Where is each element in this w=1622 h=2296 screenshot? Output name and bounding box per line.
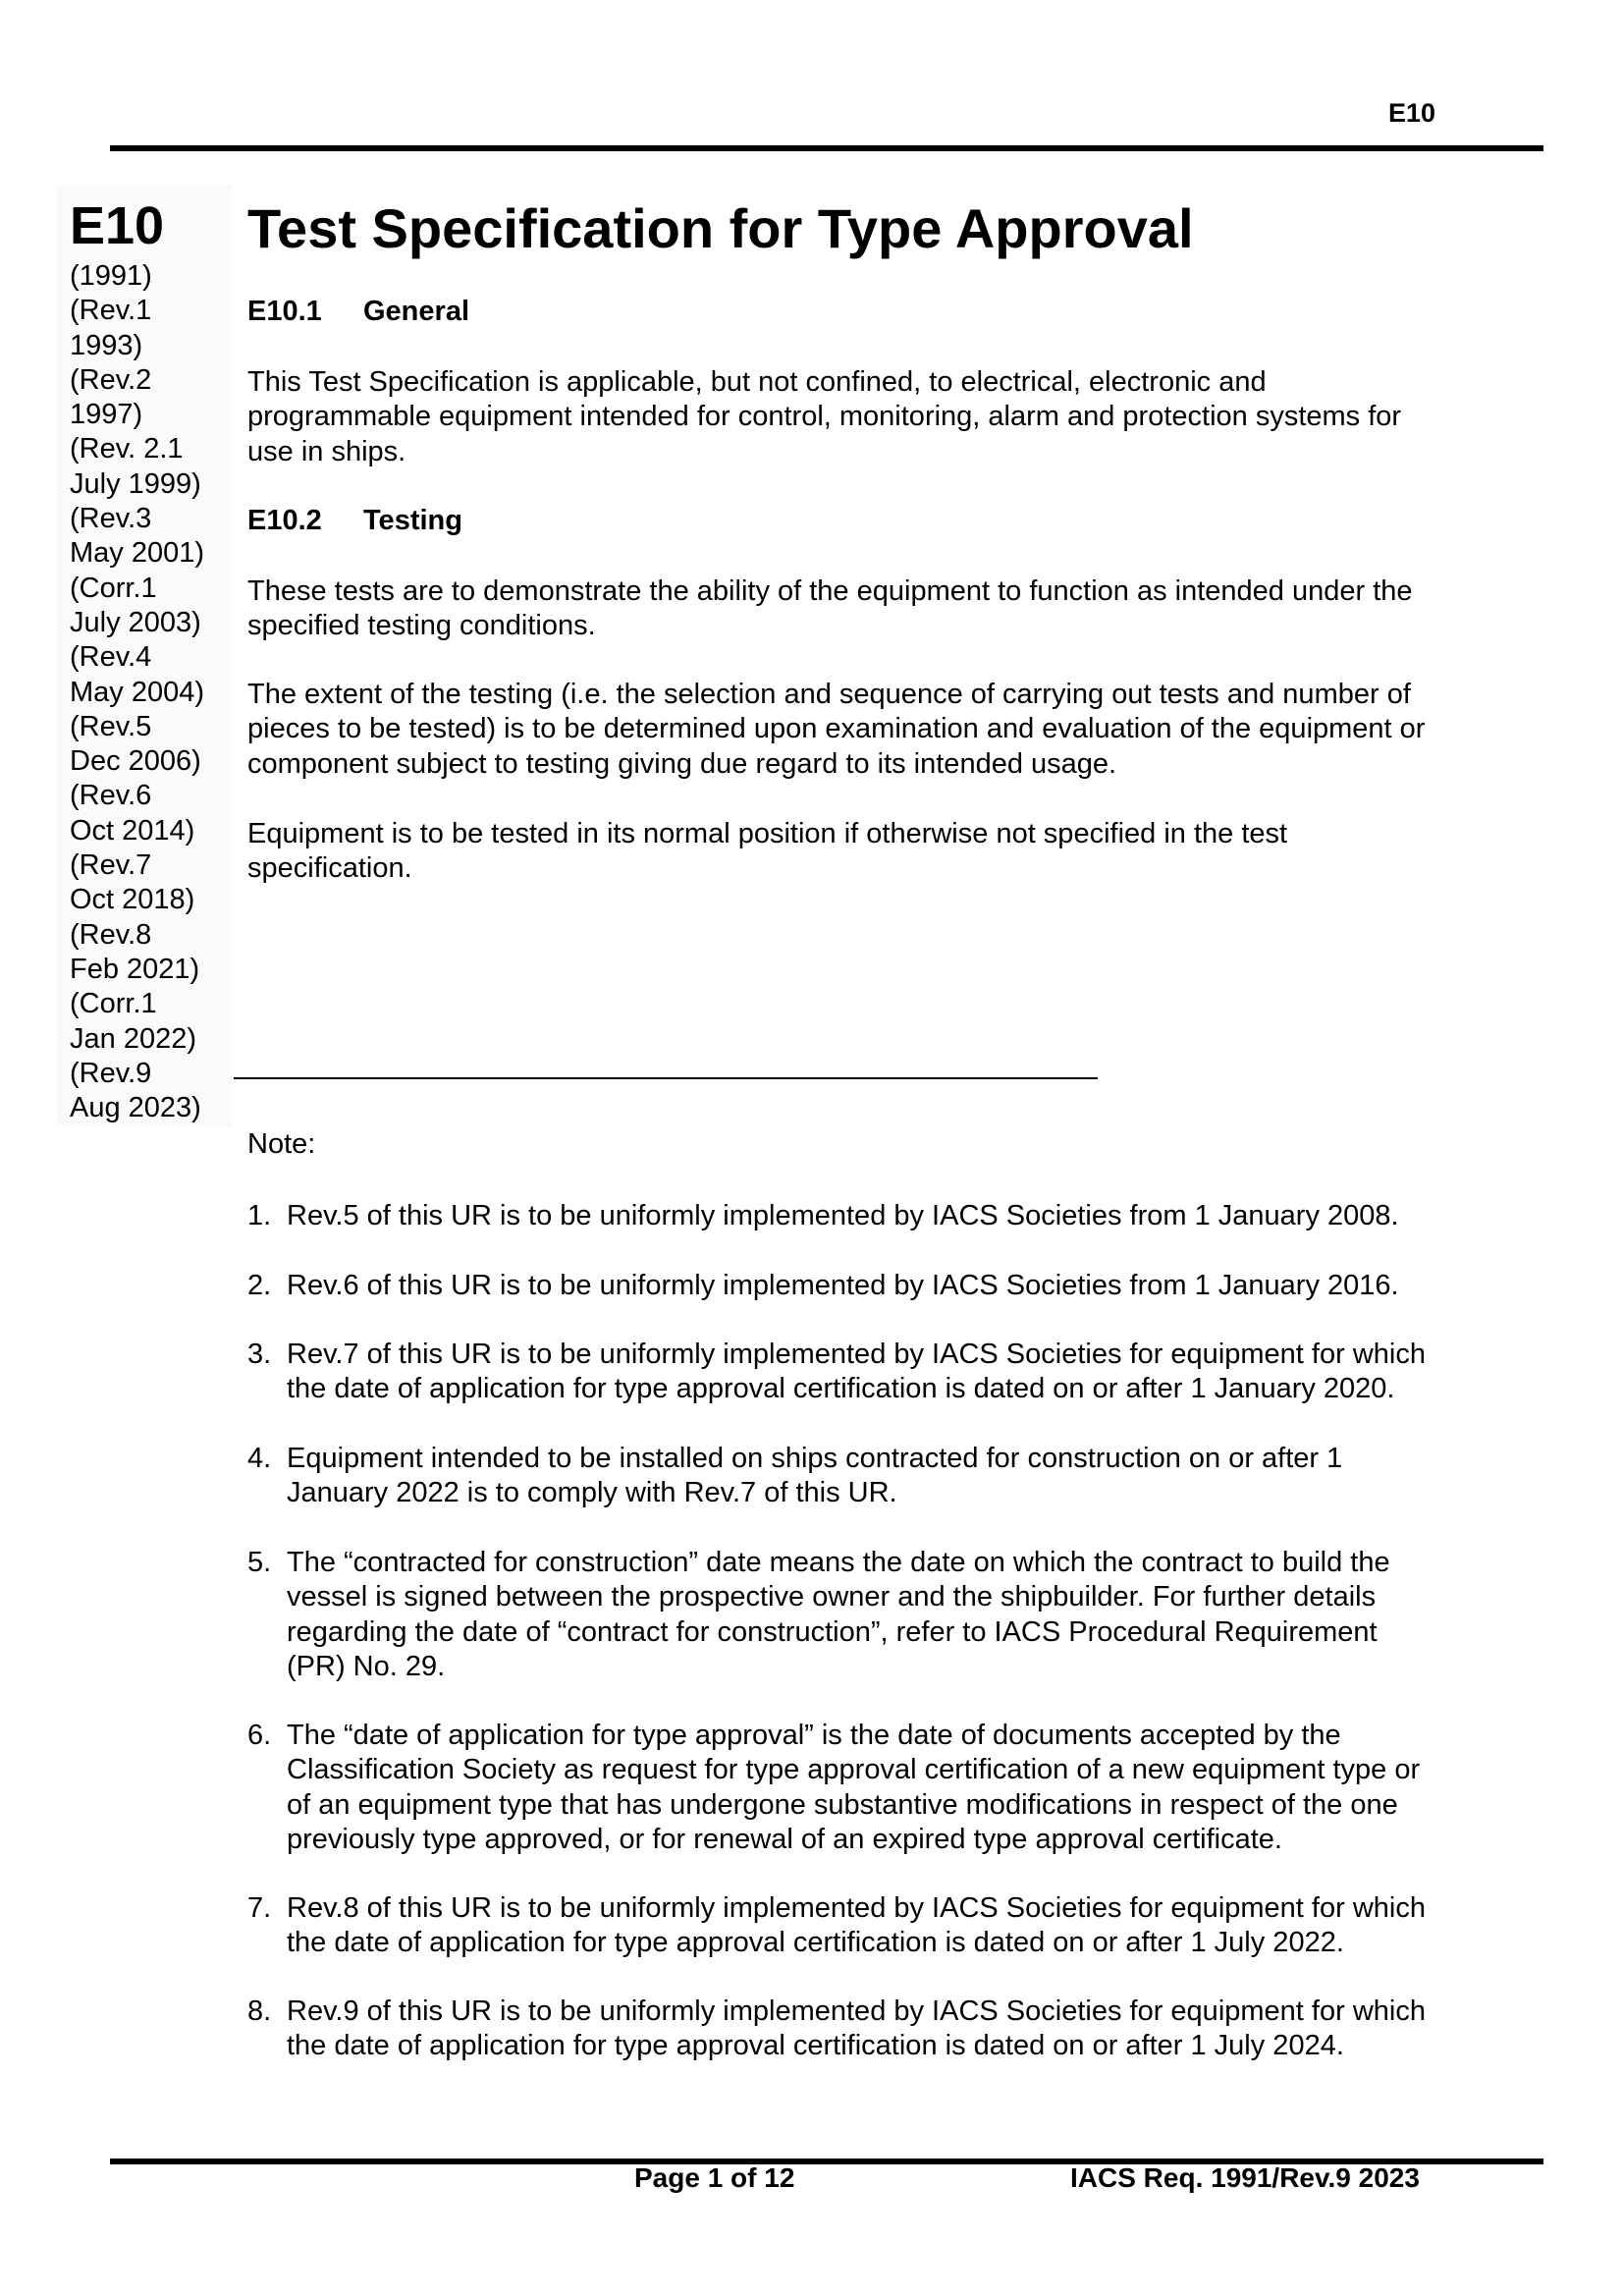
revision-entry: July 1999) bbox=[70, 467, 201, 500]
note-number: 4. bbox=[247, 1443, 272, 1474]
note-line: The “contracted for construction” date means the date on which the contract to build the bbox=[287, 1547, 1390, 1578]
note-line: Equipment intended to be installed on ships contracted for construction on or after 1 bbox=[287, 1443, 1343, 1474]
section-title: General bbox=[363, 296, 469, 327]
note-line: the date of application for type approval certification is dated on or after 1 January 2020. bbox=[287, 1373, 1395, 1405]
note-label: Note: bbox=[247, 1128, 316, 1160]
note-number: 6. bbox=[247, 1720, 272, 1751]
paragraph bbox=[247, 574, 1514, 644]
paragraph-line: specified testing conditions. bbox=[247, 610, 596, 642]
note-number: 1. bbox=[247, 1200, 272, 1231]
section-number: E10.1 bbox=[247, 296, 322, 327]
revision-entry: Jan 2022) bbox=[70, 1022, 196, 1055]
note-line: the date of application for type approval certification is dated on or after 1 July 2024. bbox=[287, 2030, 1344, 2062]
revision-entry: (1991) bbox=[70, 260, 152, 292]
revision-entry: Dec 2006) bbox=[70, 745, 201, 778]
revision-entry: (Rev.4 bbox=[70, 641, 152, 674]
note-line: the date of application for type approval certification is dated on or after 1 July 2022. bbox=[287, 1927, 1344, 1959]
document-reference: IACS Req. 1991/Rev.9 2023 bbox=[1070, 2162, 1420, 2193]
paragraph-line: Equipment is to be tested in its normal position if otherwise not specified in the test bbox=[247, 818, 1288, 849]
paragraph-line: These tests are to demonstrate the ability of the equipment to function as intended under the bbox=[247, 575, 1413, 607]
note-divider bbox=[234, 1077, 1098, 1079]
revision-entry: May 2001) bbox=[70, 537, 205, 570]
note-number: 7. bbox=[247, 1892, 272, 1924]
revision-entry: (Rev.9 bbox=[70, 1057, 152, 1089]
section-heading-general bbox=[247, 295, 469, 329]
note-line: Classification Society as request for type approval certification of a new equipment type or bbox=[287, 1754, 1421, 1786]
note-line: Rev.8 of this UR is to be uniformly implemented by IACS Societies for equipment for which bbox=[287, 1892, 1426, 1924]
revision-entry: (Rev.6 bbox=[70, 780, 152, 812]
sidebar-code: E10 bbox=[70, 196, 165, 255]
section-title: Testing bbox=[363, 505, 462, 536]
note-line: (PR) No. 29. bbox=[287, 1650, 446, 1682]
revision-entry: (Rev.1 bbox=[70, 295, 152, 327]
note-line: previously type approved, or for renewal of an expired type approval certificate. bbox=[287, 1823, 1282, 1855]
note-line: The “date of application for type approval” is the date of documents accepted by the bbox=[287, 1720, 1341, 1751]
revision-entry: 1993) bbox=[70, 329, 143, 361]
note-line: Rev.9 of this UR is to be uniformly implemented by IACS Societies for equipment for which bbox=[287, 1995, 1426, 2027]
note-number: 2. bbox=[247, 1270, 272, 1301]
paragraph-line: The extent of the testing (i.e. the selection and sequence of carrying out tests and number of bbox=[247, 679, 1411, 710]
revision-entry: (Corr.1 bbox=[70, 572, 157, 604]
note-line: Rev.6 of this UR is to be uniformly implemented by IACS Societies from 1 January 2016. bbox=[287, 1270, 1399, 1301]
paragraph-line: pieces to be tested) is to be determined upon examination and evaluation of the equipment or bbox=[247, 713, 1426, 745]
revision-entry: May 2004) bbox=[70, 676, 205, 708]
revision-entry: (Rev.2 bbox=[70, 363, 152, 396]
revision-entry: (Rev.5 bbox=[70, 710, 152, 742]
page-number: Page 1 of 12 bbox=[634, 2162, 795, 2193]
revision-entry: July 2003) bbox=[70, 606, 201, 638]
note-number: 3. bbox=[247, 1339, 272, 1370]
section-number: E10.2 bbox=[247, 505, 322, 536]
revision-entry: 1997) bbox=[70, 399, 143, 431]
paragraph bbox=[247, 678, 1514, 782]
note-line: Rev.7 of this UR is to be uniformly implemented by IACS Societies for equipment for which bbox=[287, 1339, 1426, 1370]
revision-history bbox=[70, 259, 204, 1125]
note-line: regarding the date of “contract for construction”, refer to IACS Procedural Requirement bbox=[287, 1615, 1378, 1648]
page-title: Test Specification for Type Approval bbox=[247, 197, 1194, 259]
note-line: January 2022 is to comply with Rev.7 of this UR. bbox=[287, 1477, 897, 1509]
paragraph-line: programmable equipment intended for control, monitoring, alarm and protection systems for bbox=[247, 401, 1402, 433]
revision-entry: Oct 2018) bbox=[70, 884, 195, 916]
paragraph-line: component subject to testing giving due regard to its intended usage. bbox=[247, 747, 1117, 780]
revision-entry: Oct 2014) bbox=[70, 814, 195, 847]
revision-entry: (Rev. 2.1 bbox=[70, 433, 184, 465]
header-code: E10 bbox=[1387, 98, 1435, 128]
revision-entry: Feb 2021) bbox=[70, 953, 200, 985]
note-number: 8. bbox=[247, 1995, 272, 2027]
paragraph bbox=[247, 365, 1514, 469]
revision-entry: Aug 2023) bbox=[70, 1092, 201, 1124]
note-line: Rev.5 of this UR is to be uniformly implemented by IACS Societies from 1 January 2008. bbox=[287, 1200, 1399, 1231]
section-heading-testing bbox=[247, 504, 462, 538]
revision-entry: (Corr.1 bbox=[70, 988, 157, 1020]
note-line: of an equipment type that has undergone substantive modifications in respect of the one bbox=[287, 1788, 1398, 1821]
paragraph-line: This Test Specification is applicable, but not confined, to electrical, electronic and bbox=[247, 366, 1267, 398]
paragraph bbox=[247, 817, 1514, 887]
paragraph-line: use in ships. bbox=[247, 435, 406, 467]
note-line: vessel is signed between the prospective owner and the shipbuilder. For further details bbox=[287, 1581, 1377, 1613]
note-number: 5. bbox=[247, 1547, 272, 1578]
paragraph-line: specification. bbox=[247, 852, 412, 885]
revision-entry: (Rev.8 bbox=[70, 918, 152, 951]
header-rule bbox=[110, 145, 1543, 151]
revision-entry: (Rev.3 bbox=[70, 503, 152, 535]
revision-entry: (Rev.7 bbox=[70, 849, 152, 882]
